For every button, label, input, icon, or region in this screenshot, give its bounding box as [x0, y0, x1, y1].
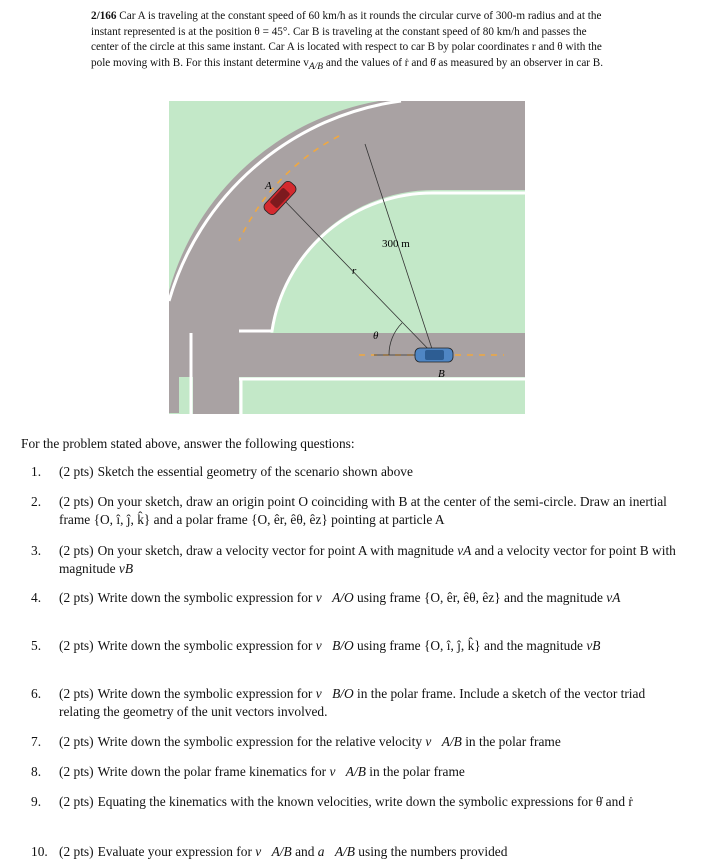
problem-number: 2/166 — [91, 10, 117, 22]
question-text: and a velocity vector for point B with magnitude — [59, 543, 676, 576]
question-text: v⃗A/B — [329, 764, 366, 779]
question-text: Sketch the essential geometry of the scenario shown above — [97, 464, 413, 479]
label-b: B — [438, 368, 445, 380]
question-text: On your sketch, draw a velocity vector for point A with magnitude — [97, 543, 458, 558]
question-item — [31, 685, 681, 721]
scenario-figure — [169, 101, 525, 414]
question-text: vA — [606, 590, 621, 605]
question-points: (2 pts) — [59, 590, 94, 605]
question-text: and — [291, 844, 318, 859]
vertical-road — [193, 333, 239, 414]
question-text: Write down the symbolic expression for — [97, 638, 316, 653]
question-points: (2 pts) — [59, 494, 94, 509]
scenario-svg — [169, 101, 525, 414]
question-number: 8. — [31, 764, 42, 779]
question-points: (2 pts) — [59, 844, 94, 859]
question-number: 1. — [31, 464, 42, 479]
problem-text-sub: A/B — [308, 61, 324, 72]
question-text: v⃗A/O — [315, 590, 354, 605]
question-number: 7. — [31, 734, 42, 749]
question-text: vB — [118, 560, 133, 576]
question-text: Equating the kinematics with the known velocities, write down the symbolic expressions for θ̇ and ṙ — [97, 794, 633, 809]
problem-statement — [91, 9, 611, 75]
question-text: v⃗A/B — [255, 844, 292, 859]
question-points: (2 pts) — [59, 638, 94, 653]
question-item — [31, 542, 681, 578]
question-points: (2 pts) — [59, 734, 94, 749]
question-text: vB — [586, 638, 601, 653]
question-text: v⃗A/B — [425, 734, 462, 749]
question-points: (2 pts) — [59, 686, 94, 701]
question-number: 9. — [31, 794, 42, 809]
question-text: vA — [457, 543, 472, 558]
question-text: in the polar frame — [365, 764, 465, 779]
question-item — [31, 763, 681, 781]
question-number: 4. — [31, 590, 42, 605]
label-theta: θ — [373, 330, 379, 342]
question-item — [31, 589, 681, 607]
question-text: Write down the symbolic expression for the relative velocity — [97, 734, 426, 749]
question-text: Write down the polar frame kinematics for — [97, 764, 330, 779]
question-item — [31, 463, 681, 481]
questions-intro: For the problem stated above, answer the following questions: — [21, 436, 355, 451]
question-text: in the polar frame. Include a sketch of the vector triad relating the geometry of the unit vectors involved. — [59, 686, 646, 719]
question-text: Write down the symbolic expression for — [97, 686, 316, 701]
question-item — [31, 733, 681, 751]
question-text: in the polar frame — [461, 734, 561, 749]
question-text: v⃗B/O — [315, 638, 354, 653]
problem-text-end: and the values of ṙ and θ̇ as measured by an observer in car B. — [323, 56, 604, 69]
question-points: (2 pts) — [59, 794, 94, 809]
question-text: using the numbers provided — [354, 844, 508, 859]
question-text: On your sketch, draw an origin point O coinciding with B at the center of the semi-circle. Draw an inertial frame {O, î, ĵ, k̂} and a polar frame {O, êr, êθ, êz} pointing at particle A — [59, 494, 667, 527]
question-number: 10. — [31, 844, 48, 859]
question-points: (2 pts) — [59, 464, 94, 479]
question-text: v⃗B/O — [315, 686, 354, 701]
question-text: using frame {O, êr, êθ, êz} and the magnitude — [353, 590, 607, 605]
question-number: 3. — [31, 543, 42, 558]
question-text: Write down the symbolic expression for — [97, 590, 316, 605]
question-number: 6. — [31, 686, 42, 701]
question-text: using frame {O, î, ĵ, k̂} and the magnitude — [353, 638, 587, 653]
label-radius: 300 m — [382, 238, 410, 250]
question-item — [31, 493, 681, 529]
label-r: r — [352, 265, 357, 277]
question-item — [31, 843, 681, 861]
label-a: A — [265, 180, 272, 192]
question-item — [31, 793, 681, 811]
car-b — [415, 348, 453, 362]
problem-text: Car A is traveling at the constant speed of 60 km/h as it rounds the circular curve of 300-m radius and at the instant represented is at the position θ = 45°. Car B is traveling at the constant speed of 80 km/h and passes the center of the circle at this same instant. Car A is located with respect to car B by polar coordinates r and θ with the pole moving with B. For this instant determine v — [91, 10, 602, 69]
question-text: a⃗A/B — [317, 844, 355, 859]
question-number: 5. — [31, 638, 42, 653]
question-item — [31, 637, 681, 655]
question-points: (2 pts) — [59, 543, 94, 558]
question-number: 2. — [31, 494, 42, 509]
question-text: Evaluate your expression for — [97, 844, 256, 859]
question-points: (2 pts) — [59, 764, 94, 779]
